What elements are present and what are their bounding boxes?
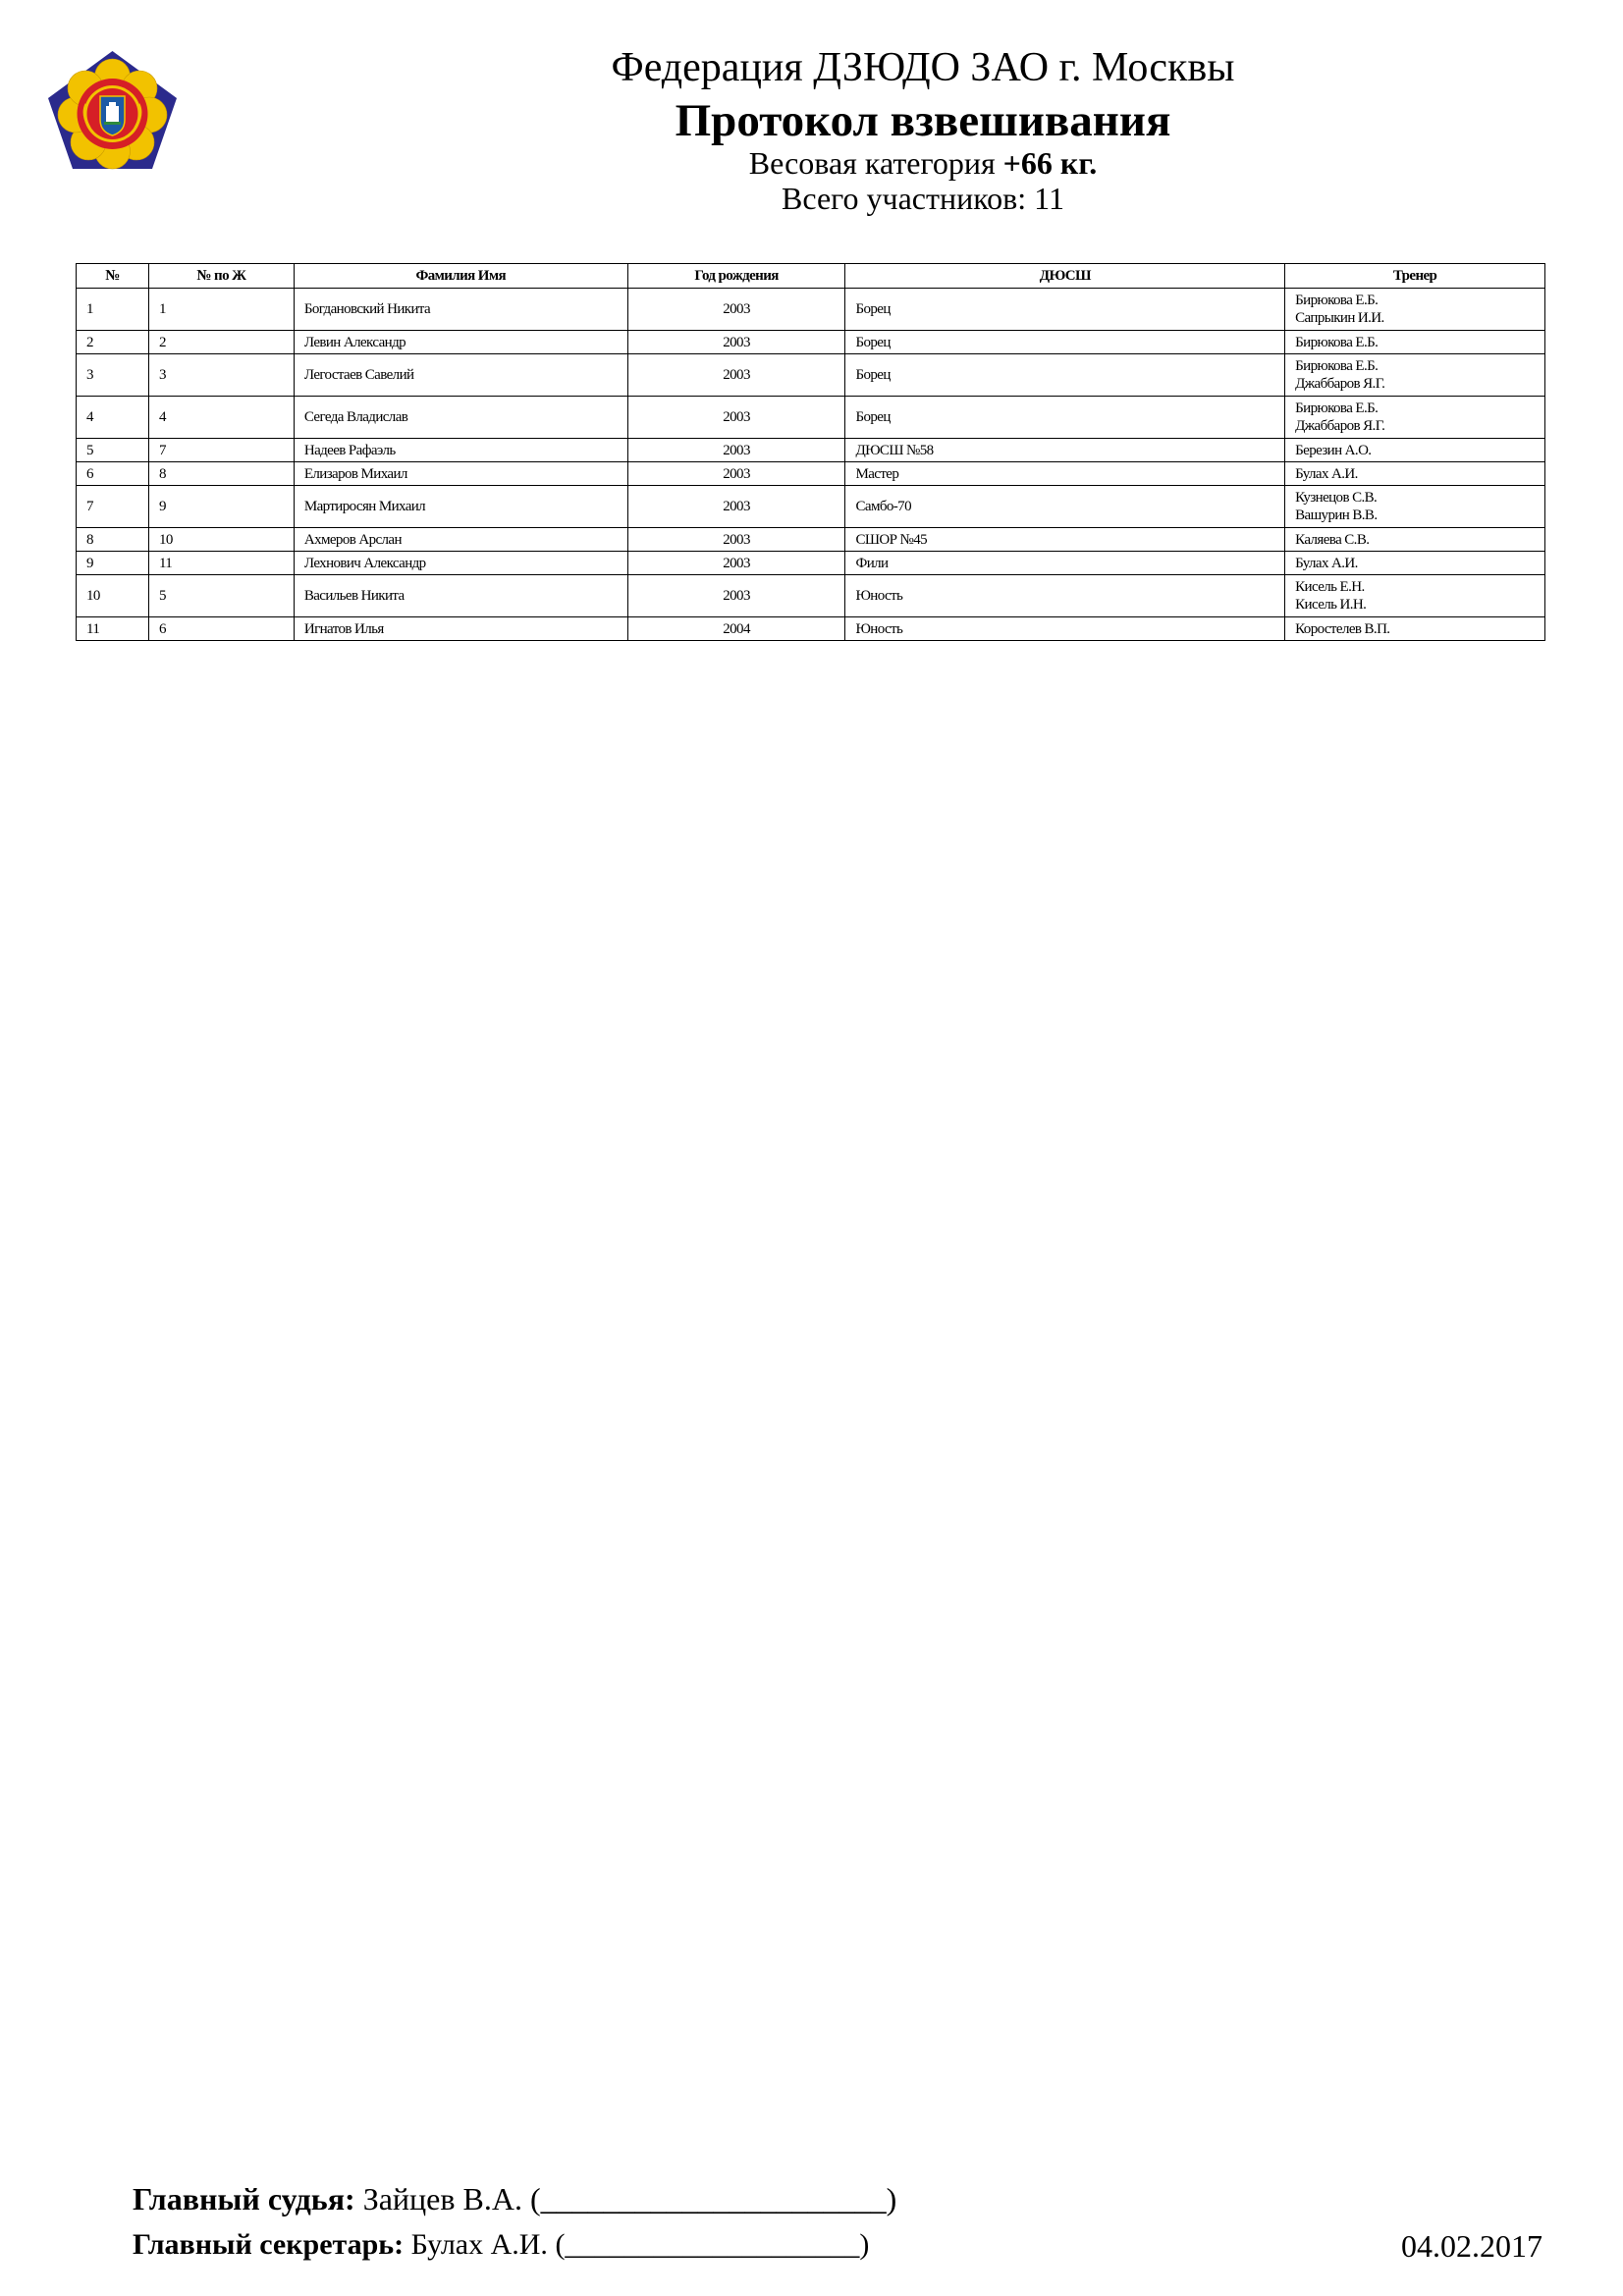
weight-category-label: Весовая категория: [748, 145, 996, 181]
cell-club: Борец: [845, 331, 1285, 354]
cell-club: Юность: [845, 575, 1285, 617]
chief-secretary-line: [133, 2228, 869, 2262]
cell-draw-number: 2: [148, 331, 294, 354]
cell-name: Сегеда Владислав: [294, 397, 627, 439]
weight-category: [295, 147, 1551, 183]
cell-name: Богдановский Никита: [294, 289, 627, 331]
cell-name: Елизаров Михаил: [294, 462, 627, 486]
coach-name: Джаббаров Я.Г.: [1295, 376, 1385, 392]
cell-draw-number: 10: [148, 528, 294, 552]
cell-coach: [1285, 354, 1545, 397]
cell-number: 11: [77, 617, 149, 641]
coach-name: Бирюкова Е.Б.: [1295, 334, 1379, 350]
cell-name: Надеев Рафаэль: [294, 439, 627, 462]
column-header-draw-number: № по Ж: [148, 264, 294, 289]
cell-birth-year: 2003: [627, 528, 845, 552]
column-header-birth-year: Год рождения: [627, 264, 845, 289]
coach-name: Булах А.И.: [1295, 555, 1358, 571]
cell-name: Ахмеров Арслан: [294, 528, 627, 552]
chief-secretary-signature: (____________________): [555, 2228, 870, 2261]
column-header-club: ДЮСШ: [845, 264, 1285, 289]
cell-number: 1: [77, 289, 149, 331]
cell-club: СШОР №45: [845, 528, 1285, 552]
column-header-name: Фамилия Имя: [294, 264, 627, 289]
cell-number: 5: [77, 439, 149, 462]
cell-draw-number: 8: [148, 462, 294, 486]
cell-draw-number: 1: [148, 289, 294, 331]
coach-name: Бирюкова Е.Б.: [1295, 400, 1379, 416]
cell-birth-year: 2003: [627, 397, 845, 439]
coach-name: Кисель Е.Н.: [1295, 579, 1365, 595]
cell-name: Васильев Никита: [294, 575, 627, 617]
cell-number: 9: [77, 552, 149, 575]
table-row: [77, 617, 1545, 641]
cell-club: ДЮСШ №58: [845, 439, 1285, 462]
cell-birth-year: 2003: [627, 552, 845, 575]
coach-name: Бирюкова Е.Б.: [1295, 293, 1379, 308]
cell-number: 10: [77, 575, 149, 617]
coach-name: Вашурин В.В.: [1295, 507, 1378, 523]
cell-club: Мастер: [845, 462, 1285, 486]
weight-category-value: +66 кг.: [1002, 145, 1098, 181]
weigh-in-table: [76, 263, 1545, 641]
cell-coach: [1285, 462, 1545, 486]
cell-draw-number: 4: [148, 397, 294, 439]
table-header-row: [77, 264, 1545, 289]
cell-draw-number: 11: [148, 552, 294, 575]
document-header: [295, 47, 1551, 218]
coach-name: Бирюкова Е.Б.: [1295, 358, 1379, 374]
cell-birth-year: 2003: [627, 354, 845, 397]
chief-secretary-label: Главный секретарь:: [133, 2228, 405, 2261]
coach-name: Кузнецов С.В.: [1295, 490, 1378, 506]
cell-draw-number: 7: [148, 439, 294, 462]
cell-birth-year: 2003: [627, 486, 845, 528]
cell-club: Борец: [845, 354, 1285, 397]
cell-coach: [1285, 575, 1545, 617]
cell-club: Борец: [845, 289, 1285, 331]
cell-name: Игнатов Илья: [294, 617, 627, 641]
cell-number: 7: [77, 486, 149, 528]
cell-name: Мартиросян Михаил: [294, 486, 627, 528]
cell-birth-year: 2003: [627, 331, 845, 354]
table-row: [77, 552, 1545, 575]
table-row: [77, 575, 1545, 617]
cell-name: Левин Александр: [294, 331, 627, 354]
document-date: 04.02.2017: [1401, 2228, 1542, 2264]
coach-name: Каляева С.В.: [1295, 531, 1370, 548]
chief-judge-line: [133, 2181, 896, 2217]
cell-number: 3: [77, 354, 149, 397]
cell-club: Самбо-70: [845, 486, 1285, 528]
table-row: [77, 331, 1545, 354]
cell-club: Борец: [845, 397, 1285, 439]
coach-name: Булах А.И.: [1295, 465, 1358, 482]
table-row: [77, 354, 1545, 397]
cell-draw-number: 5: [148, 575, 294, 617]
cell-coach: [1285, 528, 1545, 552]
cell-number: 2: [77, 331, 149, 354]
cell-coach: [1285, 617, 1545, 641]
table-row: [77, 462, 1545, 486]
participants-count-label: Всего участников:: [782, 181, 1027, 216]
cell-number: 6: [77, 462, 149, 486]
table-row: [77, 289, 1545, 331]
chief-judge-signature: (______________________): [529, 2181, 897, 2216]
chief-judge-name: Зайцев В.А.: [362, 2181, 522, 2216]
cell-coach: [1285, 439, 1545, 462]
cell-name: Легостаев Савелий: [294, 354, 627, 397]
cell-coach: [1285, 331, 1545, 354]
cell-club: Фили: [845, 552, 1285, 575]
table-row: [77, 439, 1545, 462]
document-title: Протокол взвешивания: [675, 95, 1171, 146]
cell-birth-year: 2003: [627, 462, 845, 486]
coach-name: Сапрыкин И.И.: [1295, 310, 1384, 326]
cell-number: 4: [77, 397, 149, 439]
cell-birth-year: 2003: [627, 439, 845, 462]
federation-emblem-icon: [46, 49, 179, 211]
cell-coach: [1285, 552, 1545, 575]
participants-count: [295, 183, 1551, 218]
cell-club: Юность: [845, 617, 1285, 641]
cell-draw-number: 3: [148, 354, 294, 397]
cell-birth-year: 2003: [627, 289, 845, 331]
chief-secretary-name: Булах А.И.: [410, 2228, 548, 2261]
organization-name: Федерация ДЗЮДО ЗАО г. Москвы: [611, 45, 1235, 90]
cell-coach: [1285, 289, 1545, 331]
cell-number: 8: [77, 528, 149, 552]
chief-judge-label: Главный судья:: [133, 2181, 355, 2216]
coach-name: Кисель И.Н.: [1295, 597, 1367, 613]
coach-name: Джаббаров Я.Г.: [1295, 418, 1385, 434]
table-row: [77, 528, 1545, 552]
cell-draw-number: 9: [148, 486, 294, 528]
coach-name: Березин А.О.: [1295, 442, 1372, 458]
cell-coach: [1285, 397, 1545, 439]
coach-name: Коростелев В.П.: [1295, 620, 1390, 637]
cell-name: Лехнович Александр: [294, 552, 627, 575]
cell-draw-number: 6: [148, 617, 294, 641]
cell-birth-year: 2003: [627, 575, 845, 617]
table-row: [77, 397, 1545, 439]
cell-coach: [1285, 486, 1545, 528]
column-header-coach: Тренер: [1285, 264, 1545, 289]
participants-count-value: 11: [1034, 181, 1064, 216]
cell-birth-year: 2004: [627, 617, 845, 641]
column-header-number: №: [77, 264, 149, 289]
table-row: [77, 486, 1545, 528]
